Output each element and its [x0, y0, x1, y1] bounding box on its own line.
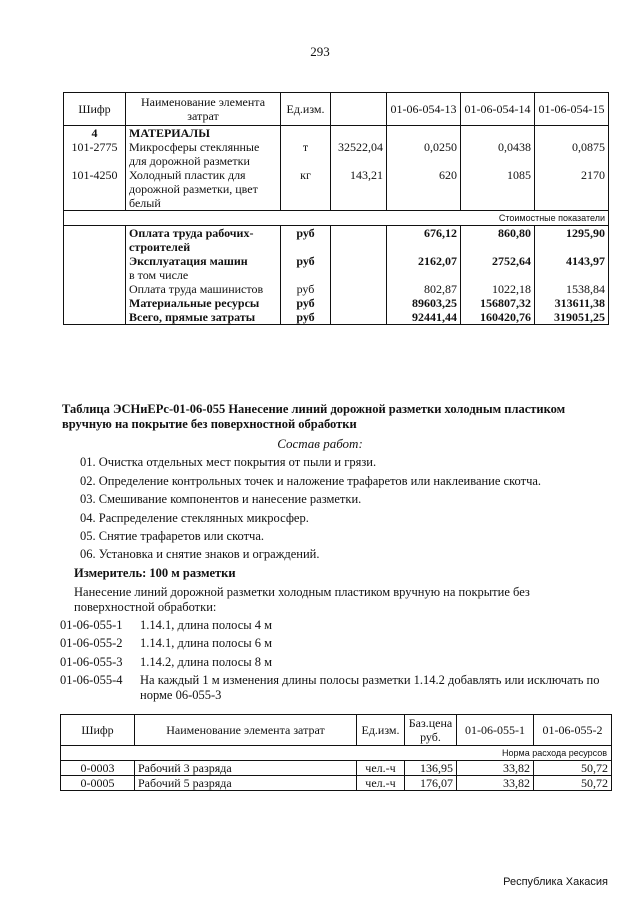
cost-value: 1538,84	[535, 282, 609, 296]
section-row	[64, 126, 609, 141]
cost-name: в том числе	[126, 268, 281, 282]
material-value: 2170	[535, 168, 609, 211]
norm-text: 1.14.1, длина полосы 6 м	[140, 636, 273, 650]
cost-indicators-row	[64, 211, 609, 226]
header-code: Шифр	[61, 715, 135, 746]
header-name: Наименование элемента затрат	[126, 93, 281, 126]
norm-text: На каждый 1 м изменения длины полосы разметки 1.14.2 добавлять или исключать по норме 06-055-3	[140, 673, 600, 702]
cost-value: 319051,25	[535, 310, 609, 325]
cost-value: 160420,76	[461, 310, 535, 325]
material-value: 0,0438	[461, 140, 535, 168]
cost-value: 676,12	[387, 226, 461, 255]
header-col-15: 01-06-054-15	[535, 93, 609, 126]
norm-code: 01-06-055-4	[60, 673, 123, 687]
page-number: 293	[310, 44, 330, 59]
footer-region: Республика Хакасия	[503, 876, 608, 888]
norm-code: 01-06-055-2	[60, 636, 123, 650]
resource-name: Рабочий 3 разряда	[135, 761, 357, 776]
table-caption: Таблица ЭСНиЕРс-01-06-055 Нанесение линий дорожной разметки холодным пластиком вручную на покрытие без поверхностной обработки	[62, 402, 566, 431]
material-code: 101-2775	[64, 140, 126, 168]
work-item: 03. Смешивание компонентов и нанесение разметки.	[80, 492, 362, 506]
material-name: Холодный пластик для дорожной разметки, цвет белый	[126, 168, 281, 211]
norm-label: Норма расхода ресурсов	[61, 746, 612, 761]
material-price: 143,21	[331, 168, 387, 211]
table-row	[64, 168, 609, 211]
table-header-row	[64, 93, 609, 126]
cost-value: 1022,18	[461, 282, 535, 296]
cost-value: 2162,07	[387, 254, 461, 268]
header-price	[331, 93, 387, 126]
header-col-055-2: 01-06-055-2	[534, 715, 612, 746]
header-col-055-1: 01-06-055-1	[457, 715, 534, 746]
cost-value: 156807,32	[461, 296, 535, 310]
resource-unit: чел.-ч	[357, 761, 405, 776]
work-composition-title: Состав работ:	[277, 436, 363, 451]
norm-code: 01-06-055-1	[60, 618, 123, 632]
norm-row	[61, 746, 612, 761]
resource-price: 176,07	[405, 776, 457, 791]
section-number: 4	[64, 126, 126, 141]
material-unit: кг	[281, 168, 331, 211]
cost-name: Оплата труда машинистов	[126, 282, 281, 296]
cost-unit: руб	[281, 296, 331, 310]
resources-table-055	[60, 714, 612, 791]
work-item: 05. Снятие трафаретов или скотча.	[80, 529, 265, 543]
table-row	[64, 296, 609, 310]
cost-value: 92441,44	[387, 310, 461, 325]
material-value: 0,0250	[387, 140, 461, 168]
work-item: 02. Определение контрольных точек и наложение трафаретов или наклеивание скотча.	[80, 474, 542, 488]
resource-value: 50,72	[534, 776, 612, 791]
cost-name: Оплата труда рабочих-строителей	[126, 226, 281, 255]
measure-description: Нанесение линий дорожной разметки холодным пластиком вручную на покрытие без поверхностной обработки:	[74, 585, 530, 614]
norm-text: 1.14.2, длина полосы 8 м	[140, 655, 273, 669]
resource-value: 33,82	[457, 776, 534, 791]
resource-name: Рабочий 5 разряда	[135, 776, 357, 791]
cost-value: 860,80	[461, 226, 535, 255]
cost-name: Всего, прямые затраты	[126, 310, 281, 325]
header-name: Наименование элемента затрат	[135, 715, 357, 746]
table-row	[64, 254, 609, 268]
header-code: Шифр	[64, 93, 126, 126]
material-value: 1085	[461, 168, 535, 211]
cost-unit: руб	[281, 226, 331, 255]
resource-value: 50,72	[534, 761, 612, 776]
table-row	[61, 776, 612, 791]
material-code: 101-4250	[64, 168, 126, 211]
material-name: Микросферы стеклянные для дорожной разметки	[126, 140, 281, 168]
resource-code: 0-0003	[61, 761, 135, 776]
section-title: МАТЕРИАЛЫ	[126, 126, 281, 141]
header-unit: Ед.изм.	[281, 93, 331, 126]
cost-unit: руб	[281, 282, 331, 296]
material-unit: т	[281, 140, 331, 168]
norm-code: 01-06-055-3	[60, 655, 123, 669]
cost-value: 89603,25	[387, 296, 461, 310]
cost-value: 802,87	[387, 282, 461, 296]
measure-unit: Измеритель: 100 м разметки	[74, 566, 236, 580]
cost-value: 1295,90	[535, 226, 609, 255]
header-base-price: Баз.цена руб.	[405, 715, 457, 746]
header-col-14: 01-06-054-14	[461, 93, 535, 126]
resource-value: 33,82	[457, 761, 534, 776]
resource-price: 136,95	[405, 761, 457, 776]
table-row	[64, 282, 609, 296]
cost-name: Эксплуатация машин	[126, 254, 281, 268]
cost-unit: руб	[281, 254, 331, 268]
cost-value: 2752,64	[461, 254, 535, 268]
cost-indicators-label: Стоимостные показатели	[64, 211, 609, 226]
resources-table-054	[63, 92, 609, 325]
table-row	[64, 140, 609, 168]
header-col-13: 01-06-054-13	[387, 93, 461, 126]
table-row	[64, 268, 609, 282]
cost-unit: руб	[281, 310, 331, 325]
table-header-row	[61, 715, 612, 746]
table-row	[64, 226, 609, 255]
table-row	[61, 761, 612, 776]
cost-value: 313611,38	[535, 296, 609, 310]
material-value: 620	[387, 168, 461, 211]
header-unit: Ед.изм.	[357, 715, 405, 746]
table-row	[64, 310, 609, 325]
resource-code: 0-0005	[61, 776, 135, 791]
cost-value: 4143,97	[535, 254, 609, 268]
material-value: 0,0875	[535, 140, 609, 168]
norm-text: 1.14.1, длина полосы 4 м	[140, 618, 273, 632]
work-item: 04. Распределение стеклянных микросфер.	[80, 511, 309, 525]
resource-unit: чел.-ч	[357, 776, 405, 791]
cost-name: Материальные ресурсы	[126, 296, 281, 310]
work-item: 06. Установка и снятие знаков и ограждений.	[80, 547, 320, 561]
material-price: 32522,04	[331, 140, 387, 168]
work-item: 01. Очистка отдельных мест покрытия от пыли и грязи.	[80, 455, 377, 469]
